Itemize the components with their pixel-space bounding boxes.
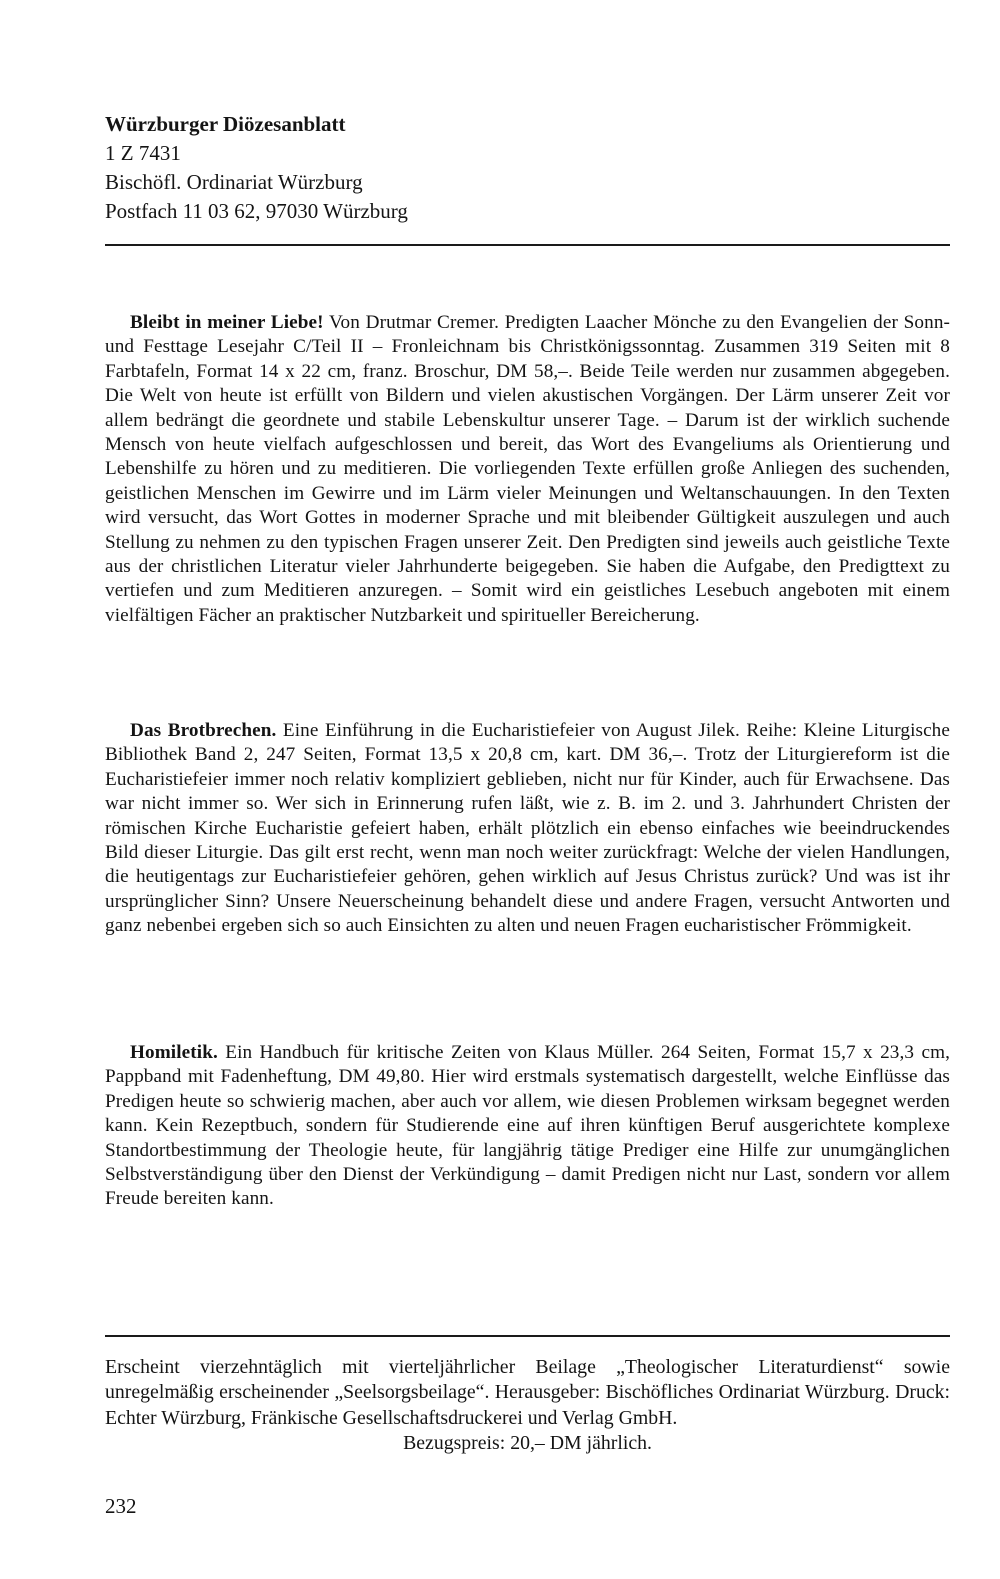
review-body: Von Drutmar Cremer. Predigten Laacher Mönche zu den Evangelien der Sonn- und Festtage Lesejahr C/Teil II – Fronleichnam bis Christkönigssonntag. Zusammen 319 Seiten mit 8 Farbtafeln, Format 14 x 22 cm, franz. Broschur, DM 58,–. Beide Teile werden nur zusammen abgegeben. Die Welt von heute ist erfüllt von Bildern und vielen akustischen Vorgängen. Der Lärm unserer Zeit vor allem bedrängt die geordnete und stabile Lebenskultur unserer Tage. – Darum ist der wirklich suchende Mensch von heute vielfach aufgeschlossen und bereit, das Wort des Evangeliums als Orientierung und Lebenshilfe zu hören und zu meditieren. Die vorliegenden Texte erfüllen große Anliegen des suchenden, geistlichen Menschen im Gewirre und im Lärm vieler Meinungen und Weltanschauungen. In den Texten wird versucht, das Wort Gottes in moderner Sprache und mit bleibender Gültigkeit auszulegen und auch Stellung zu nehmen zu den typischen Fragen unserer Zeit. Den Predigten sind jeweils auch geistliche Texte aus der christlichen Literatur vieler Jahrhunderte beigegeben. Sie haben die Aufgabe, den Predigttext zu vertiefen und zum Meditieren anzuregen. – Somit wird ein geistliches Lesebuch angeboten mit einem vielfältigen Fächer an praktischer Nutzbarkeit und spiritueller Bereicherung. bbox=[105, 312, 950, 626]
review-title: Das Brotbrechen. bbox=[130, 720, 277, 741]
review-body: Ein Handbuch für kritische Zeiten von Klaus Müller. 264 Seiten, Format 15,7 x 23,3 cm, Pappband mit Fadenheftung, DM 49,80. Hier wird erstmals systematisch dargestellt, welche Einflüsse das Predigen heute so schwierig machen, aber auch vor allem, wie diesen Problemen wirksam begegnet werden kann. Kein Rezeptbuch, sondern für Studierende eine auf ihren künftigen Beruf ausgerichtete komplexe Standortbestimmung der Theologie heute, für langjährig tätige Prediger eine Hilfe zur unumgänglichen Selbstverständigung über den Dienst der Verkündigung – damit Predigen nicht nur Last, sondern vor allem Freude bereiten kann. bbox=[105, 1042, 950, 1210]
page-number: 232 bbox=[105, 1494, 137, 1518]
imprint-footer bbox=[105, 1355, 950, 1457]
review-title: Bleibt in meiner Liebe! bbox=[130, 312, 324, 333]
publisher-address: Postfach 11 03 62, 97030 Würzburg bbox=[105, 199, 408, 223]
issn-number: 1 Z 7431 bbox=[105, 141, 181, 165]
review-homiletik bbox=[105, 1041, 950, 1212]
review-das-brotbrechen bbox=[105, 719, 950, 939]
publisher-name: Bischöfl. Ordinariat Würzburg bbox=[105, 170, 363, 194]
masthead bbox=[105, 110, 950, 226]
imprint-text: Erscheint vierzehntäglich mit vierteljährlicher Beilage „Theologischer Literaturdienst“ sowie unregelmäßig erscheinender „Seelsorgsbeilage“. Herausgeber: Bischöfliches Ordinariat Würzburg. Druck: Echter Würzburg, Fränkische Gesellschaftsdruckerei und Verlag GmbH. bbox=[105, 1356, 950, 1429]
review-title: Homiletik. bbox=[130, 1042, 218, 1063]
review-bleibt-in-meiner-liebe bbox=[105, 311, 950, 628]
bottom-divider bbox=[105, 1335, 950, 1337]
subscription-price: Bezugspreis: 20,– DM jährlich. bbox=[403, 1432, 652, 1455]
review-body: Eine Einführung in die Eucharistiefeier von August Jilek. Reihe: Kleine Liturgische Bibliothek Band 2, 247 Seiten, Format 13,5 x 20,8 cm, kart. DM 36,–. Trotz der Liturgiereform ist die Eucharistiefeier immer noch relativ kompliziert geblieben, nicht nur für Kinder, auch für Erwachsene. Das war nicht immer so. Wer sich in Erinnerung rufen läßt, wie z. B. im 2. und 3. Jahrhundert Christen der römischen Kirche Eucharistie gefeiert haben, erhält plötzlich ein ebenso einfaches wie beeindruckendes Bild dieser Liturgie. Das gilt erst recht, wenn man noch weiter zurückfragt: Welche der vielen Handlungen, die heutigentags zur Eucharistiefeier gehören, gehen wirklich auf Jesus Christus zurück? Und was ist ihr ursprünglicher Sinn? Unsere Neuerscheinung behandelt diese und andere Fragen, versucht Antworten und ganz nebenbei ergeben sich so auch Einsichten zu alten und neuen Fragen eucharistischer Frömmigkeit. bbox=[105, 720, 950, 937]
top-divider bbox=[105, 244, 950, 246]
publication-title: Würzburger Diözesanblatt bbox=[105, 112, 346, 136]
